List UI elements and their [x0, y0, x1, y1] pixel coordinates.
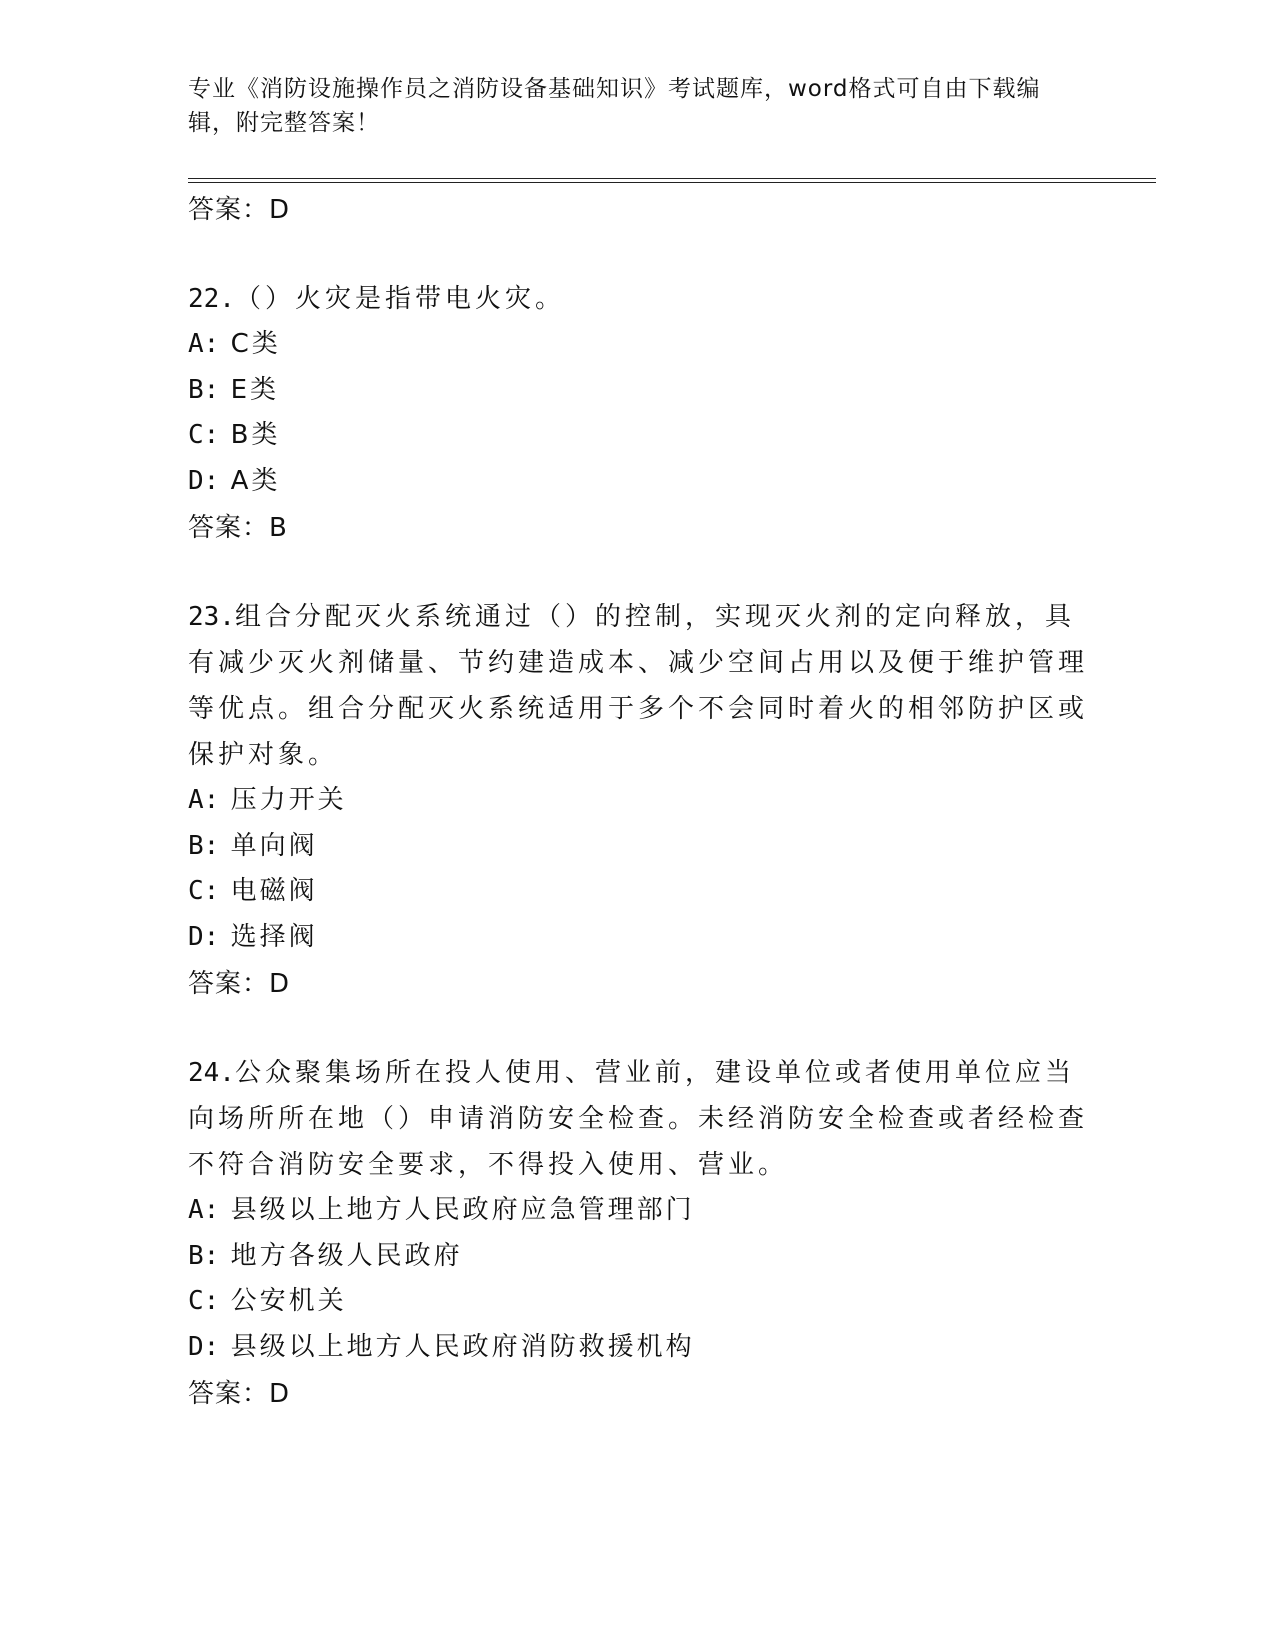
option-a	[188, 322, 1088, 368]
option-text: 电磁阀	[230, 876, 318, 906]
option-letter: A:	[188, 1195, 220, 1225]
question-stem	[188, 1050, 1088, 1188]
page-header: 专业《消防设施操作员之消防设备基础知识》考试题库，word格式可自由下载编辑，附完整答案！	[188, 76, 1041, 136]
question-number: 23.	[188, 602, 235, 632]
option-letter: B:	[188, 1240, 220, 1271]
option-text: B类	[230, 420, 281, 450]
question-24	[188, 1050, 1088, 1418]
question-stem	[188, 276, 1088, 322]
question-23	[188, 594, 1088, 1008]
option-text: 压力开关	[230, 785, 347, 815]
option-letter: D:	[188, 465, 220, 496]
option-letter: C:	[188, 420, 220, 450]
option-b	[188, 368, 1088, 414]
option-a	[188, 778, 1088, 824]
answer: 答案：D	[188, 1379, 291, 1409]
option-c	[188, 413, 1088, 459]
option-text: 县级以上地方人民政府应急管理部门	[230, 1195, 695, 1225]
option-a	[188, 1188, 1088, 1234]
option-c	[188, 1279, 1088, 1325]
header-rule-top	[188, 178, 1156, 179]
option-letter: B:	[188, 830, 220, 861]
option-text: E类	[230, 374, 280, 405]
option-letter: B:	[188, 374, 220, 405]
previous-answer: 答案：D	[188, 195, 291, 225]
option-b	[188, 824, 1088, 870]
question-list	[188, 186, 1088, 1418]
option-d	[188, 1325, 1088, 1371]
option-text: A类	[230, 465, 281, 496]
option-letter: A:	[188, 785, 220, 815]
answer: 答案：B	[188, 513, 288, 543]
question-number: 24.	[188, 1058, 235, 1088]
option-letter: D:	[188, 921, 220, 952]
option-letter: D:	[188, 1331, 220, 1362]
option-b	[188, 1234, 1088, 1280]
question-text: （）火灾是指带电火灾。	[234, 284, 565, 314]
option-text: 单向阀	[230, 830, 318, 861]
header-rule-bottom	[188, 182, 1156, 183]
option-d	[188, 459, 1088, 505]
option-c	[188, 869, 1088, 915]
question-text: 公众聚集场所在投人使用、营业前，建设单位或者使用单位应当向场所所在地（）申请消防安全检查。未经消防安全检查或者经检查不符合消防安全要求，不得投入使用、营业。	[188, 1058, 1089, 1180]
answer: 答案：D	[188, 969, 291, 999]
option-text: 选择阀	[230, 921, 318, 952]
option-text: 县级以上地方人民政府消防救援机构	[230, 1331, 695, 1362]
question-22	[188, 276, 1088, 552]
option-text: 公安机关	[230, 1286, 347, 1316]
option-d	[188, 915, 1088, 961]
option-letter: A:	[188, 329, 220, 359]
question-number: 22.	[188, 284, 235, 314]
option-letter: C:	[188, 876, 220, 906]
option-text: C类	[230, 329, 281, 359]
option-letter: C:	[188, 1286, 220, 1316]
question-text: 组合分配灭火系统通过（）的控制，实现灭火剂的定向释放，具有减少灭火剂储量、节约建造成本、减少空间占用以及便于维护管理等优点。组合分配灭火系统适用于多个不会同时着火的相邻防护区或保护对象。	[188, 602, 1089, 770]
option-text: 地方各级人民政府	[230, 1240, 463, 1271]
question-stem	[188, 594, 1088, 778]
